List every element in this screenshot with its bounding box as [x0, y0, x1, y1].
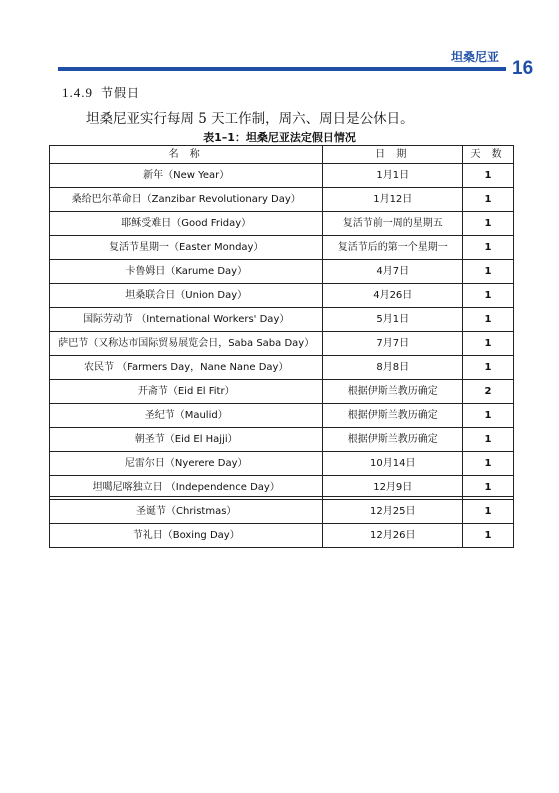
cell-holiday-name: 尼雷尔日（Nyerere Day） [50, 452, 323, 476]
cell-holiday-date: 12月25日 [323, 500, 463, 524]
cell-holiday-date: 复活节前一周的星期五 [323, 212, 463, 236]
cell-holiday-days: 2 [463, 380, 514, 404]
table-row [50, 332, 514, 356]
cell-holiday-date: 7月7日 [323, 332, 463, 356]
table-row [50, 476, 514, 500]
table-row [50, 308, 514, 332]
cell-holiday-name: 卡鲁姆日（Karume Day） [50, 260, 323, 284]
table-row [50, 404, 514, 428]
cell-holiday-date: 4月26日 [323, 284, 463, 308]
table-row [50, 380, 514, 404]
cell-holiday-name: 坦噶尼喀独立日 （Independence Day） [50, 476, 323, 500]
cell-holiday-name: 节礼日（Boxing Day） [50, 524, 323, 548]
cell-holiday-name: 耶稣受难日（Good Friday） [50, 212, 323, 236]
cell-holiday-days: 1 [463, 452, 514, 476]
cell-holiday-days: 1 [463, 308, 514, 332]
cell-holiday-date: 根据伊斯兰教历确定 [323, 404, 463, 428]
holiday-table [49, 145, 514, 548]
cell-holiday-date: 根据伊斯兰教历确定 [323, 428, 463, 452]
cell-holiday-days: 1 [463, 500, 514, 524]
cell-holiday-date: 1月1日 [323, 164, 463, 188]
cell-holiday-days: 1 [463, 284, 514, 308]
cell-holiday-name: 桑给巴尔革命日（Zanzibar Revolutionary Day） [50, 188, 323, 212]
table-row [50, 524, 514, 548]
cell-holiday-name: 复活节星期一（Easter Monday） [50, 236, 323, 260]
cell-holiday-name: 开斋节（Eid El Fitr） [50, 380, 323, 404]
table-row [50, 164, 514, 188]
cell-holiday-name: 萨巴节（又称达市国际贸易展览会日，Saba Saba Day） [50, 332, 323, 356]
cell-holiday-days: 1 [463, 356, 514, 380]
header-date: 日 期 [323, 146, 463, 164]
header-days: 天 数 [463, 146, 514, 164]
table-row [50, 500, 514, 524]
cell-holiday-days: 1 [463, 260, 514, 284]
cell-holiday-date: 10月14日 [323, 452, 463, 476]
section-title: 节假日 [101, 86, 141, 100]
cell-holiday-date: 4月7日 [323, 260, 463, 284]
cell-holiday-date: 12月9日 [323, 476, 463, 500]
header-rule [58, 67, 506, 71]
table-header-row [50, 146, 514, 164]
running-header-label: 坦桑尼亚 [450, 50, 499, 64]
cell-holiday-days: 1 [463, 212, 514, 236]
section-heading [62, 84, 140, 101]
cell-holiday-days: 1 [463, 188, 514, 212]
intro-paragraph: 坦桑尼亚实行每周 5 天工作制，周六、周日是公休日。 [86, 111, 414, 127]
cell-holiday-date: 根据伊斯兰教历确定 [323, 380, 463, 404]
cell-holiday-date: 8月8日 [323, 356, 463, 380]
cell-holiday-name: 圣纪节（Maulid） [50, 404, 323, 428]
cell-holiday-name: 圣诞节（Christmas） [50, 500, 323, 524]
cell-holiday-date: 1月12日 [323, 188, 463, 212]
page-number: 16 [512, 58, 534, 79]
cell-holiday-days: 1 [463, 524, 514, 548]
cell-holiday-date: 5月1日 [323, 308, 463, 332]
cell-holiday-days: 1 [463, 164, 514, 188]
header-name: 名 称 [50, 146, 323, 164]
table-row [50, 188, 514, 212]
table-row [50, 212, 514, 236]
cell-holiday-name: 农民节 （Farmers Day，Nane Nane Day） [50, 356, 323, 380]
cell-holiday-days: 1 [463, 476, 514, 500]
table-row [50, 236, 514, 260]
cell-holiday-days: 1 [463, 236, 514, 260]
cell-holiday-days: 1 [463, 428, 514, 452]
cell-holiday-name: 新年（New Year） [50, 164, 323, 188]
cell-holiday-days: 1 [463, 404, 514, 428]
table-row [50, 356, 514, 380]
table-row [50, 284, 514, 308]
cell-holiday-name: 国际劳动节 （International Workers' Day） [50, 308, 323, 332]
table-row [50, 260, 514, 284]
cell-holiday-days: 1 [463, 332, 514, 356]
cell-holiday-name: 朝圣节（Eid El Hajji） [50, 428, 323, 452]
table-row [50, 452, 514, 476]
table-caption: 表1–1：坦桑尼亚法定假日情况 [203, 131, 356, 144]
cell-holiday-date: 复活节后的第一个星期一 [323, 236, 463, 260]
cell-holiday-name: 坦桑联合日（Union Day） [50, 284, 323, 308]
section-number: 1.4.9 [62, 85, 93, 100]
table-row [50, 428, 514, 452]
cell-holiday-date: 12月26日 [323, 524, 463, 548]
